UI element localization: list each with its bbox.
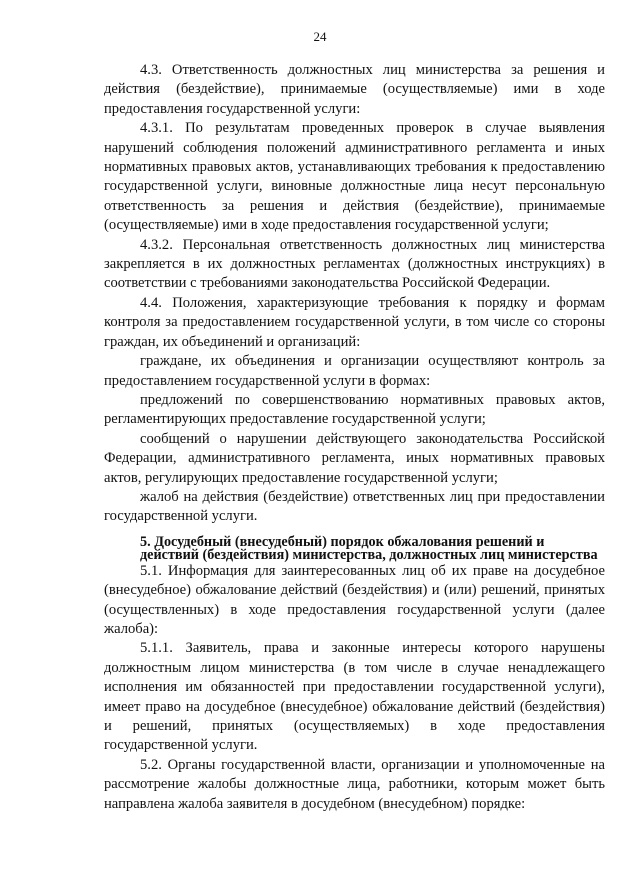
paragraph-4-3-2: 4.3.2. Персональная ответственность должностных лиц министерства закрепляется в их должностных регламентах (должностных инструкциях) в соответствии с требованиями законодательства Российской Федерации.	[104, 236, 605, 292]
paragraph-5-1: 5.1. Информация для заинтересованных лиц об их праве на досудебное (внесудебное) обжалование действий (бездействия) и (или) решений, принятых (осуществленных) в ходе предоставления государственной услуги (далее жалоба):	[104, 562, 605, 637]
paragraph-proposals: предложений по совершенствованию нормативных правовых актов, регламентирующих предоставление государственной услуги;	[104, 391, 605, 428]
page-number: 24	[313, 29, 327, 44]
paragraph-complaints: жалоб на действия (бездействие) ответственных лиц при предоставлении государственной услуги.	[104, 488, 605, 525]
paragraph-4-3-1: 4.3.1. По результатам проведенных проверок в случае выявления нарушений соблюдения положений административного регламента и иных нормативных правовых актов, устанавливающих требования к предоставлению государственной услуги, виновные должностные лица несут персональную ответственность за решения и действия (бездействие), принимаемые (осуществляемые) ими в ходе предоставления государственной услуги;	[104, 120, 605, 234]
paragraph-5-2: 5.2. Органы государственной власти, организации и уполномоченные на рассмотрение жалобы должностные лица, работники, которым может быть направлена жалоба заявителя в досудебном (внесудебном) порядке:	[104, 756, 605, 812]
section-5-heading: 5. Досудебный (внесудебный) порядок обжалования решений и действий (бездействия) министерства, должностных лиц министерства	[140, 533, 598, 563]
paragraph-reports: сообщений о нарушении действующего законодательства Российской Федерации, административного регламента, иных нормативных правовых актов, регулирующих предоставление государственной услуги;	[104, 430, 605, 486]
paragraph-control-forms: граждане, их объединения и организации осуществляют контроль за предоставлением государственной услуги в формах:	[104, 353, 605, 389]
paragraph-4-4: 4.4. Положения, характеризующие требования к порядку и формам контроля за предоставлением государственной услуги, в том числе со стороны граждан, их объединений и организаций:	[104, 294, 605, 350]
document-body	[104, 61, 605, 814]
paragraph-5-1-1: 5.1.1. Заявитель, права и законные интересы которого нарушены должностным лицом министерства (в том числе в случае ненадлежащего исполнения им обязанностей при предоставлении государственной услуги), имеет право на досудебное (внесудебное) обжалование действий (бездействия) и решений, принятых (осуществляемых) в ходе предоставления государственной услуги.	[104, 640, 605, 754]
paragraph-4-3: 4.3. Ответственность должностных лиц министерства за решения и действия (бездействие), принимаемые (осуществляемые) ими в ходе предоставления государственной услуги:	[104, 62, 605, 117]
